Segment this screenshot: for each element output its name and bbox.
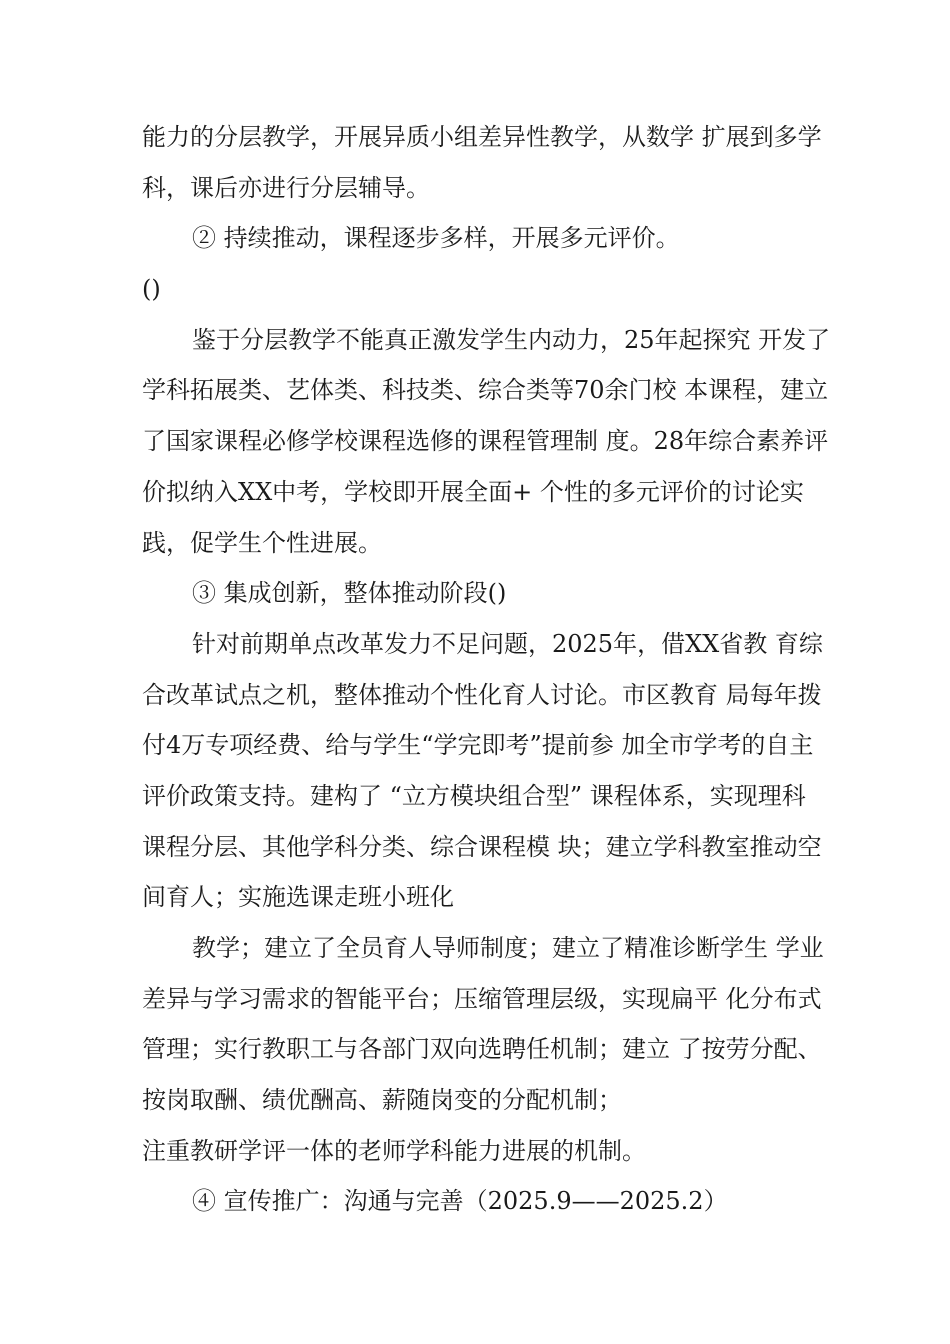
text-line: 学科拓展类、艺体类、科技类、综合类等70余门校 本课程，建立	[142, 376, 829, 405]
section-heading: ④ 宣传推广：沟通与完善（2025.9——2025.2）	[192, 1187, 728, 1216]
text-line: 按岗取酬、绩优酬高、薪随岗变的分配机制；	[142, 1086, 622, 1115]
section-heading: ② 持续推动，课程逐步多样，开展多元评价。	[192, 224, 680, 253]
text-line: 课程分层、其他学科分类、综合课程模 块；建立学科教室推动空	[142, 832, 822, 861]
text-line: 合改革试点之机，整体推动个性化育人讨论。市区教育 局每年拨	[142, 680, 822, 709]
text-line: 评价政策支持。建构了 “立方模块组合型” 课程体系，实现理科	[142, 781, 806, 810]
text-line: 践，促学生个性进展。	[142, 528, 382, 557]
text-line: 针对前期单点改革发力不足问题，2025年，借XX省教 育综	[192, 629, 823, 658]
text-line: ()	[142, 275, 161, 304]
text-line: 注重教研学评一体的老师学科能力进展的机制。	[142, 1136, 646, 1165]
text-line: 教学；建立了全员育人导师制度；建立了精准诊断学生 学业	[192, 934, 824, 962]
text-line: 鉴于分层教学不能真正激发学生内动力，25年起探究 开发了	[192, 325, 831, 354]
document-body	[142, 112, 831, 1227]
text-line: 间育人；实施选课走班小班化	[142, 883, 454, 912]
section-heading: ③ 集成创新，整体推动阶段()	[192, 579, 507, 608]
text-line: 科，课后亦进行分层辅导。	[142, 173, 430, 202]
text-line: 了国家课程必修学校课程选修的课程管理制 度。28年综合素养评	[142, 427, 829, 456]
text-line: 管理；实行教职工与各部门双向选聘任机制；建立 了按劳分配、	[142, 1035, 822, 1064]
text-line: 价拟纳入XX中考，学校即开展全面+ 个性的多元评价的讨论实	[142, 477, 804, 506]
text-line: 能力的分层教学，开展异质小组差异性教学，从数学 扩展到多学	[142, 123, 822, 151]
text-line: 差异与学习需求的智能平台；压缩管理层级，实现扁平 化分布式	[142, 984, 822, 1013]
text-line: 付4万专项经费、给与学生“学完即考”提前参 加全市学考的自主	[142, 731, 814, 760]
